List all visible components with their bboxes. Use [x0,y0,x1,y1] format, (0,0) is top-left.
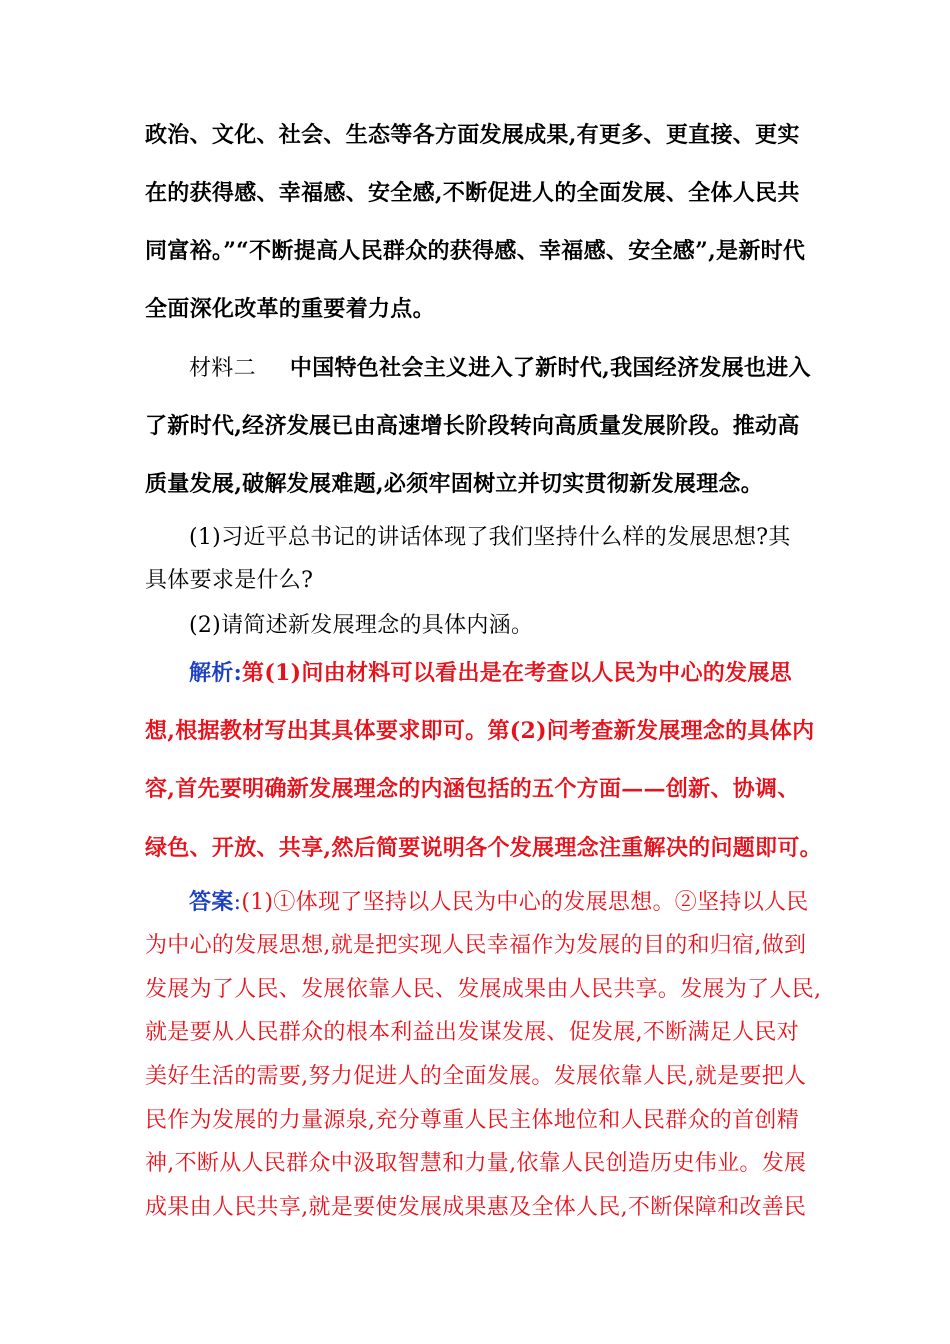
question1-line-1: (1)习近平总书记的讲话体现了我们坚持什么样的发展思想?其 [189,525,791,550]
question1-line-2: 具体要求是什么? [145,568,314,593]
answer-line-2: 为中心的发展思想,就是把实现人民幸福作为发展的目的和归宿,做到 [145,933,807,958]
analysis-line-2: 想,根据教材写出其具体要求即可。第(2)问考查新发展理念的具体内 [145,718,815,744]
analysis-label: 解析 [189,660,234,686]
answer-first-line [189,887,807,917]
answer-line-3: 发展为了人民、发展依靠人民、发展成果由人民共享。发展为了人民, [145,977,822,1002]
paragraph1-line-2: 在的获得感、幸福感、安全感,不断促进人的全面发展、全体人民共 [145,180,800,206]
material2-label: 材料二 [189,356,256,381]
material2-line-3: 质量发展,破解发展难题,必须牢固树立并切实贯彻新发展理念。 [145,471,764,497]
question2: (2)请简述新发展理念的具体内涵。 [189,613,534,638]
answer-line-4: 就是要从人民群众的根本利益出发谋发展、促发展,不断满足人民对 [145,1020,799,1045]
paragraph1-line-1: 政治、文化、社会、生态等各方面发展成果,有更多、更直接、更实 [145,122,800,148]
analysis-line-4: 绿色、开放、共享,然后简要说明各个发展理念注重解决的问题即可。 [145,835,822,861]
paragraph1-line-4: 全面深化改革的重要着力点。 [145,296,435,322]
answer-colon: : [233,890,242,915]
answer-line-8: 成果由人民共享,就是要使发展成果惠及全体人民,不断保障和改善民 [145,1195,807,1220]
paragraph1-line-3: 同富裕。”“不断提高人民群众的获得感、幸福感、安全感”,是新时代 [145,238,806,264]
answer-line-1: (1)①体现了坚持以人民为中心的发展思想。②坚持以人民 [241,890,809,915]
answer-line-6: 民作为发展的力量源泉,充分尊重人民主体地位和人民群众的首创精 [145,1108,799,1133]
material2-line-2: 了新时代,经济发展已由高速增长阶段转向高质量发展阶段。推动高 [145,413,800,439]
analysis-first-line [189,658,807,688]
material2-first-line [189,353,811,383]
analysis-line-3: 容,首先要明确新发展理念的内涵包括的五个方面——创新、协调、 [145,776,800,802]
answer-label: 答案 [189,889,234,915]
analysis-colon: : [233,660,243,686]
answer-line-7: 神,不断从人民群众中汲取智慧和力量,依靠人民创造历史伟业。发展 [145,1151,807,1176]
analysis-line-1: 第(1)问由材料可以看出是在考查以人民为中心的发展思 [242,660,792,686]
answer-line-5: 美好生活的需要,努力促进人的全面发展。发展依靠人民,就是要把人 [145,1064,807,1089]
material2-line-1: 中国特色社会主义进入了新时代,我国经济发展也进入 [289,355,811,381]
